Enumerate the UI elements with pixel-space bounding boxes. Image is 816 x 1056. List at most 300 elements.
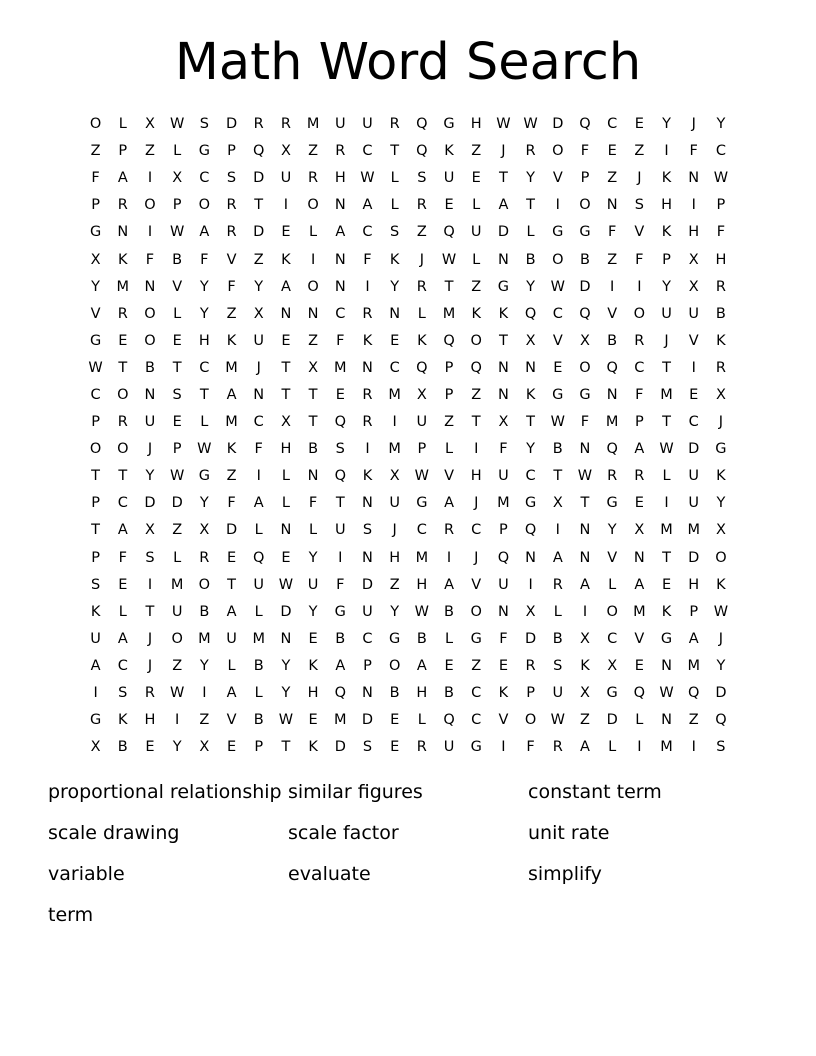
grid-letter: U [389,495,400,512]
grid-letter: M [334,359,347,376]
grid-letter: I [256,468,261,485]
grid-letter: N [606,197,618,214]
grid-letter: C [552,305,563,322]
grid-row [82,517,735,544]
grid-letter: W [169,685,185,702]
grid-letter: F [499,630,508,647]
grid-letter: I [147,170,153,187]
grid-row [82,734,735,761]
grid-letter: F [91,170,100,187]
grid-letter: S [90,576,101,593]
word-list-item: constant term [528,781,662,803]
grid-letter: D [144,495,156,512]
grid-letter: R [715,278,726,295]
grid-letter: R [634,468,645,485]
grid-letter: D [552,116,564,133]
grid-letter: G [198,143,210,160]
grid-letter: D [361,712,374,729]
grid-letter: A [226,685,237,702]
grid-letter: R [226,224,237,241]
grid-letter: X [688,278,699,295]
grid-letter: I [202,685,207,702]
grid-letter: N [497,251,509,268]
word-list-item: evaluate [288,863,371,885]
grid-letter: A [117,170,128,187]
grid-letter: F [635,386,644,403]
grid-letter: Z [688,712,699,729]
grid-letter: G [606,495,618,512]
letter-grid [82,111,735,761]
grid-letter: L [309,224,318,241]
grid-letter: R [552,576,563,593]
grid-letter: B [552,441,563,458]
grid-letter: B [715,305,726,322]
grid-letter: G [389,630,401,647]
grid-letter: E [335,386,345,403]
grid-letter: P [499,522,508,539]
grid-letter: L [472,197,481,214]
grid-letter: C [471,712,482,729]
grid-letter: T [172,359,182,376]
grid-letter: P [689,603,699,620]
grid-letter: Y [390,603,400,620]
grid-letter: R [525,143,536,160]
grid-letter: I [147,576,153,593]
grid-letter: Y [281,657,291,674]
grid-letter: X [525,332,536,349]
grid-letter: P [91,414,100,431]
grid-letter: Y [716,657,726,674]
grid-letter: W [550,414,565,431]
grid-letter: J [256,359,261,376]
grid-letter: Q [524,522,537,539]
grid-letter: R [443,522,455,539]
grid-letter: C [117,657,128,674]
grid-letter: H [688,224,700,241]
grid-letter: B [117,739,128,756]
grid-letter: N [661,712,672,729]
grid-letter: T [281,359,291,376]
grid-letter: X [498,414,509,431]
grid-letter: O [307,197,319,214]
grid-letter: F [118,549,127,566]
grid-letter: O [524,712,537,729]
grid-letter: G [89,332,102,349]
grid-letter: W [414,468,430,485]
grid-letter: K [308,657,318,674]
grid-letter: R [226,197,237,214]
grid-letter: A [335,657,346,674]
grid-letter: G [552,386,564,403]
grid-row [82,219,735,246]
grid-letter: Z [172,522,183,539]
grid-letter: R [117,305,128,322]
grid-letter: A [226,603,237,620]
grid-letter: T [498,170,508,187]
grid-letter: Z [607,170,618,187]
grid-letter: U [688,495,700,512]
grid-letter: X [688,251,699,268]
grid-letter: L [417,305,426,322]
grid-letter: T [580,495,590,512]
grid-letter: Q [416,116,428,133]
grid-letter: D [525,630,537,647]
grid-row [82,246,735,273]
grid-letter: Q [470,359,482,376]
grid-letter: T [390,143,400,160]
word-list-item: variable [48,863,125,885]
grid-letter: H [416,685,428,702]
grid-letter: E [226,549,237,566]
grid-letter: P [91,495,100,512]
grid-letter: M [415,549,429,566]
grid-letter: W [523,116,538,133]
grid-row [82,490,735,517]
grid-letter: V [688,332,699,349]
grid-letter: R [416,739,427,756]
grid-letter: L [635,712,644,729]
grid-letter: J [664,332,669,349]
grid-letter: K [444,143,454,160]
grid-letter: O [117,441,129,458]
grid-letter: I [637,739,642,756]
grid-letter: U [552,685,564,702]
grid-letter: T [498,332,508,349]
grid-letter: Z [253,251,264,268]
grid-letter: T [662,414,671,431]
grid-letter: Q [579,305,591,322]
grid-letter: K [716,576,726,593]
grid-letter: N [497,603,509,620]
grid-letter: X [525,603,536,620]
grid-letter: C [715,143,726,160]
grid-letter: R [525,657,536,674]
grid-letter: L [173,305,182,322]
grid-letter: V [471,576,482,593]
grid-letter: H [334,170,346,187]
grid-letter: N [362,359,373,376]
grid-letter: R [308,170,319,187]
grid-letter: U [362,116,373,133]
grid-row [82,382,735,409]
word-list-item: similar figures [288,781,423,803]
grid-letter: K [362,468,373,485]
grid-letter: E [226,739,237,756]
grid-letter: X [580,685,590,702]
grid-letter: Y [199,278,209,295]
grid-letter: K [498,685,509,702]
grid-letter: H [389,549,401,566]
grid-letter: N [389,305,401,322]
grid-letter: J [474,495,479,512]
grid-letter: I [664,495,669,512]
grid-letter: O [552,143,564,160]
grid-letter: Y [91,278,101,295]
grid-letter: X [580,332,590,349]
grid-letter: U [443,170,455,187]
grid-letter: U [661,305,672,322]
grid-letter: H [470,116,482,133]
grid-letter: K [281,251,291,268]
grid-letter: S [634,197,644,214]
grid-letter: A [199,224,210,241]
grid-letter: W [577,468,593,485]
grid-letter: X [416,386,427,403]
grid-letter: Y [308,549,318,566]
grid-letter: S [716,739,726,756]
grid-letter: C [471,685,482,702]
grid-letter: E [661,576,672,593]
grid-letter: M [388,441,401,458]
grid-letter: W [360,170,375,187]
grid-letter: C [90,386,101,403]
grid-letter: G [470,739,482,756]
grid-letter: X [199,522,210,539]
grid-letter: L [417,712,426,729]
grid-letter: L [608,576,617,593]
grid-letter: H [280,441,292,458]
grid-letter: W [278,712,294,729]
grid-letter: B [308,441,319,458]
grid-letter: A [253,495,264,512]
grid-letter: D [334,739,346,756]
grid-letter: N [362,685,373,702]
grid-letter: H [416,576,428,593]
grid-row [82,192,735,219]
grid-letter: Q [715,712,727,729]
grid-letter: Y [662,116,671,133]
grid-letter: C [525,468,536,485]
grid-letter: X [607,657,618,674]
grid-letter: Y [199,657,209,674]
grid-letter: Z [471,278,482,295]
grid-letter: A [580,739,590,756]
grid-letter: K [661,224,672,241]
grid-letter: G [552,224,564,241]
grid-letter: O [198,576,211,593]
grid-letter: Z [471,657,482,674]
grid-letter: S [390,224,400,241]
grid-letter: G [579,386,591,403]
grid-letter: Y [607,522,617,539]
grid-letter: L [254,522,263,539]
grid-letter: E [308,630,318,647]
grid-letter: E [634,116,644,133]
grid-letter: R [144,685,155,702]
grid-letter: X [90,251,101,268]
grid-letter: L [472,251,481,268]
grid-letter: E [634,657,644,674]
grid-letter: Z [580,712,590,729]
grid-letter: C [688,414,699,431]
grid-row [82,599,735,626]
grid-letter: X [634,522,645,539]
grid-letter: T [91,522,101,539]
grid-letter: A [117,630,128,647]
grid-letter: F [580,414,590,431]
grid-letter: V [90,305,101,322]
grid-letter: I [147,224,153,241]
grid-letter: U [226,630,237,647]
grid-letter: N [280,630,292,647]
grid-letter: O [171,630,183,647]
grid-letter: R [715,359,726,376]
grid-letter: J [691,116,696,133]
grid-letter: N [280,522,292,539]
grid-letter: T [281,739,291,756]
grid-letter: K [118,712,128,729]
grid-letter: E [634,495,644,512]
grid-letter: L [118,116,127,133]
grid-letter: D [225,522,238,539]
grid-letter: C [471,522,482,539]
grid-letter: Y [308,603,318,620]
grid-letter: D [715,685,727,702]
grid-letter: V [634,224,645,241]
grid-letter: A [444,576,454,593]
grid-letter: T [526,414,536,431]
grid-letter: K [471,305,481,322]
grid-letter: J [718,630,724,647]
grid-letter: Z [308,143,319,160]
grid-letter: Z [607,251,618,268]
grid-letter: I [365,278,370,295]
grid-letter: U [253,332,265,349]
grid-letter: N [525,359,537,376]
grid-letter: Q [334,414,346,431]
grid-letter: O [307,278,319,295]
grid-letter: B [416,630,427,647]
grid-letter: M [306,116,320,133]
grid-letter: V [607,305,618,322]
grid-letter: Y [145,468,155,485]
grid-letter: A [117,522,128,539]
grid-letter: Y [716,116,726,133]
grid-letter: L [526,224,535,241]
grid-letter: Q [497,549,510,566]
grid-letter: A [226,386,237,403]
grid-letter: Z [634,143,645,160]
grid-letter: G [606,685,618,702]
grid-letter: O [606,603,618,620]
grid-letter: T [471,414,481,431]
grid-letter: M [334,712,347,729]
word-list-item: unit rate [528,822,610,844]
grid-letter: B [172,251,183,268]
grid-letter: P [580,170,590,187]
grid-letter: T [553,468,563,485]
grid-letter: N [661,657,672,674]
grid-letter: I [474,441,479,458]
grid-letter: G [579,224,591,241]
grid-letter: T [145,603,155,620]
grid-letter: E [689,386,699,403]
grid-letter: Z [416,224,427,241]
grid-letter: X [253,305,264,322]
grid-letter: F [254,441,263,458]
grid-letter: F [716,224,726,241]
grid-letter: M [660,739,673,756]
grid-letter: E [308,712,318,729]
grid-letter: S [145,549,155,566]
grid-letter: W [713,603,729,620]
grid-letter: L [553,603,562,620]
grid-letter: O [198,197,211,214]
grid-letter: D [253,170,265,187]
grid-letter: L [281,468,290,485]
grid-letter: V [607,549,618,566]
grid-letter: I [283,197,289,214]
grid-letter: W [550,712,565,729]
grid-letter: I [310,251,316,268]
grid-letter: S [172,386,182,403]
grid-letter: O [89,441,102,458]
grid-letter: A [552,549,563,566]
grid-letter: M [497,495,510,512]
grid-row [82,653,735,680]
grid-letter: J [147,441,153,458]
grid-letter: X [199,739,210,756]
grid-letter: Q [253,143,265,160]
grid-letter: T [118,359,128,376]
grid-letter: L [662,468,671,485]
word-list [48,777,768,941]
grid-letter: B [335,630,346,647]
grid-letter: A [90,657,101,674]
grid-letter: X [90,739,101,756]
grid-letter: E [471,170,481,187]
grid-letter: W [88,359,103,376]
grid-letter: R [552,739,563,756]
grid-letter: Z [444,414,454,431]
grid-letter: I [664,143,669,160]
grid-letter: L [254,603,263,620]
grid-letter: N [633,549,645,566]
grid-letter: E [172,414,182,431]
grid-letter: C [362,224,373,241]
grid-letter: U [470,224,482,241]
grid-letter: M [225,414,238,431]
grid-letter: W [169,224,185,241]
grid-letter: N [307,468,319,485]
grid-letter: Y [390,278,400,295]
grid-letter: R [117,197,128,214]
grid-letter: W [659,441,674,458]
grid-letter: S [226,170,237,187]
grid-letter: T [91,468,101,485]
grid-letter: L [444,441,454,458]
grid-letter: C [389,359,400,376]
grid-letter: W [169,468,185,485]
grid-letter: E [281,332,291,349]
grid-letter: F [227,278,236,295]
grid-letter: P [417,441,427,458]
grid-letter: F [607,224,617,241]
grid-letter: B [525,251,536,268]
grid-letter: R [416,197,427,214]
grid-letter: G [198,468,210,485]
grid-letter: C [199,359,210,376]
grid-letter: O [579,359,591,376]
grid-letter: E [281,224,291,241]
grid-letter: T [444,278,454,295]
grid-letter: I [555,522,560,539]
grid-letter: J [147,630,153,647]
grid-letter: U [90,630,101,647]
grid-letter: M [660,386,673,403]
grid-letter: S [118,685,128,702]
grid-letter: T [199,386,209,403]
